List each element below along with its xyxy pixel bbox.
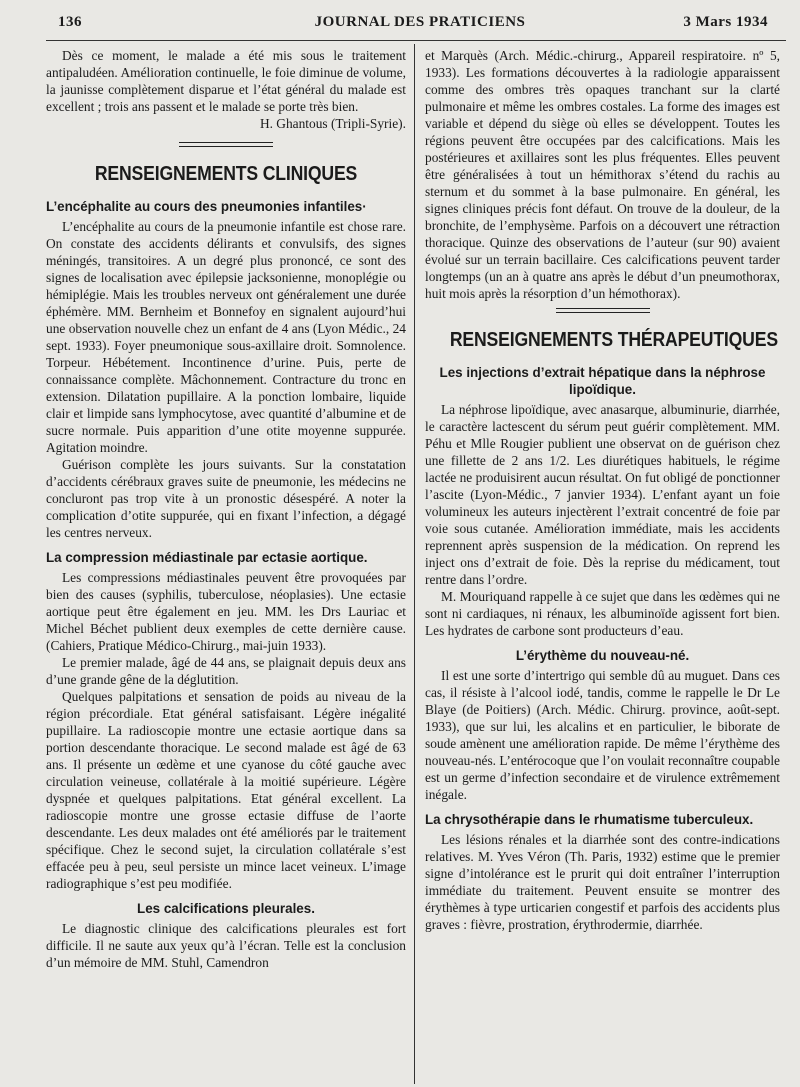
article-title-compression: La compression médiastinale par ectasie aortique.	[46, 550, 368, 565]
section-title-clinical: RENSEIGNEMENTS CLINIQUES	[94, 162, 358, 185]
article-paragraph: Les lésions rénales et la diarrhée sont des contre-indications relatives. M. Yves Véron (Th. Paris, 1932) estime que le premier signe d’intolérance est le prurit qui doit entraîner l’interruption immédiate du traitement. Peuvent ensuite se montrer des érythèmes à type urticarien congestif et parfois des accidents plus graves : fièvre, prostration, érythrodermie, diarrhée.	[425, 832, 780, 932]
header-rule	[46, 40, 786, 41]
continued-paragraph: et Marquès (Arch. Médic.-chirurg., Appareil respiratoire. nº 5, 1933). Les formations découvertes à la radiologie apparaissent comme des ombres très opaques tranchant sur la clarté pulmonaire et même les ombres costales. La forme des images est variable et dépend du siège où elles se développent. Toutes les régions peuvent être occupées par des calcifications. Mais les postérieures et axillaires sont les plus fréquentes. Elles peuvent être généralisées à tout un hémithorax s’étend du rachis au sternum et du sommet à la base pulmonaire. En général, les signes cliniques précis font défaut. On trouve de la douleur, de la bronchite, de l’emphysème. Parfois on a découvert une rétraction thoracique. Quinze des observations de l’auteur (sur 90) avaient évolué sur un terrain bacillaire. Ces calcifications peuvent tarder longtemps (un an à quatre ans après le début d’un pneumothorax, huit mois après la résorption d’un hémothorax).	[425, 48, 780, 301]
right-column	[425, 47, 780, 933]
section-separator	[179, 142, 273, 147]
section-title-therapeutic: RENSEIGNEMENTS THÉRAPEUTIQUES	[449, 328, 778, 351]
left-column	[46, 47, 406, 971]
article-title-erytheme: L’érythème du nouveau-né.	[515, 648, 690, 663]
article-title-injections: Les injections d’extrait hépatique dans la néphrose lipoïdique.	[439, 365, 766, 397]
journal-title: JOURNAL DES PRATICIENS	[314, 14, 526, 30]
page-number: 136	[58, 14, 82, 30]
article-paragraph: Le premier malade, âgé de 44 ans, se plaignait depuis deux ans d’une grande gêne de la déglutition.	[46, 655, 406, 687]
intro-paragraph: Dès ce moment, le malade a été mis sous le traitement antipaludéen. Amélioration continuelle, le foie diminue de volume, la jaunisse complètement disparue et l’état général du malade est excellent ; trois ans passent et le malade se porte très bien.	[46, 48, 406, 114]
section-separator	[556, 308, 650, 313]
column-divider	[414, 44, 415, 1084]
issue-date: 3 Mars 1934	[683, 14, 768, 30]
article-paragraph: Quelques palpitations et sensation de poids au niveau de la région précordiale. Etat général satisfaisant. Légère inégalité pupillaire. La radioscopie montre une ectasie aortique dans sa portion descendante thoracique. Le second malade est âgé de 63 ans. Il présente un œdème et une cyanose du côté gauche avec circulation veineuse, collatérale à la moitié supérieure. Légère dyspnée et quelques palpitations. Etat général excellent. La radioscopie montre une grosse ectasie diffuse de l’aorte descendante. Les deux malades ont été améliorés par le traitement spécifique. Chez le second sujet, la circulation collatérale s’est effacée peu à peu, seul persiste un mince lacet veineux. L’image radiographique s’est peu modifiée.	[46, 689, 406, 891]
article-title-chrysotherapie: La chrysothérapie dans le rhumatisme tuberculeux.	[425, 812, 754, 827]
article-paragraph: La néphrose lipoïdique, avec anasarque, albuminurie, diarrhée, le caractère lactescent du sérum peut guérir complètement. MM. Péhu et Mlle Rougier publient une observat on de guérison chez une fillette de 2 ans 1/2. Les diurétiques habituels, le régime lactée ne produisirent aucun résultat. On fut obligé de ponctionner l’ascite (Lyon-Médic., 7 janvier 1934). L’enfant ayant un foie volumineux les auteurs injectèrent l’extrait concentré de foie par voie sous cutanée. Amélioration immédiate, mais les accidents reprennent après suspension de la médication. On reprend les inject ons d’extrait de foie. Dès la reprise du médicament, tout rentre dans l’ordre.	[425, 402, 780, 587]
article-title-calcifications: Les calcifications pleurales.	[137, 901, 315, 916]
article-paragraph: L’encéphalite au cours de la pneumonie infantile est chose rare. On constate des accidents délirants et convulsifs, des signes méningés, transitoires. A un degré plus prononcé, ce sont des signes de localisation avec épilepsie jacksonienne, monoplégie ou hémiplégie. Mais les troubles nerveux ont généralement une durée éphémère. MM. Bernheim et Bonnefoy en signalent aujourd’hui une observation nouvelle chez un enfant de 4 ans (Lyon Médic., 24 sept. 1933). Foyer pneumonique sous-axillaire droit. Somnolence. Torpeur. Hébétement. Incontinence d’urine. Puis, perte de connaissance complète. Mâchonnement. Contracture du tronc en extension. Dilatation pupillaire. A la ponction lombaire, liquide clair et limpide sans lymphocytose, avec quantité d’albumine et de sucre normale. Puis apparition d’une otite moyenne suppurée. Agitation moindre.	[46, 219, 406, 455]
article-paragraph: Guérison complète les jours suivants. Sur la constatation d’accidents cérébraux graves suite de pneumonie, les médecins ne concluront pas trop vite à un pronostic désespéré. A noter la complication d’otite suppurée, qui en fixant l’infection, a dégagé les centres nerveux.	[46, 457, 406, 540]
article-paragraph: Le diagnostic clinique des calcifications pleurales est fort difficile. Il ne saute aux yeux qu’à l’écran. Telle est la conclusion d’un mémoire de MM. Stuhl, Camendron	[46, 921, 406, 970]
author-signature: H. Ghantous (Tripli-Syrie).	[259, 116, 406, 131]
article-paragraph: Il est une sorte d’intertrigo qui semble dû au muguet. Dans ces cas, il résiste à l’alcool iodé, tandis, comme le rappelle le Dr Le Blaye (de Poitiers) (Arch. Médic. Chirurg. province, août-sept. 1933), que sur lui, les alcalins et en particulier, le biborate de soude amènent une amélioration rapide. De même l’érythème des nouveau-nés. L’entérocoque que l’on voulait reconnaître coupable est un germe d’infection secondaire et de virulence extrêmement inégale.	[425, 668, 780, 802]
article-title-encephalite: L’encéphalite au cours des pneumonies infantiles·	[46, 199, 367, 214]
article-paragraph: Les compressions médiastinales peuvent être provoquées par bien des causes (syphilis, tuberculose, néoplasies). Une ectasie aortique peut être également en jeu. MM. les Drs Lauriac et Michel Béchet publient deux exemples de cette dernière cause. (Cahiers, Pratique Médico-Chirurg., mai-juin 1933).	[46, 570, 406, 653]
running-header	[58, 14, 782, 38]
article-paragraph: M. Mouriquand rappelle à ce sujet que dans les œdèmes qui ne sont ni cardiaques, ni rénaux, les albuminoïde agissent fort bien. Les hydrates de carbone sont producteurs d’eau.	[425, 589, 780, 638]
